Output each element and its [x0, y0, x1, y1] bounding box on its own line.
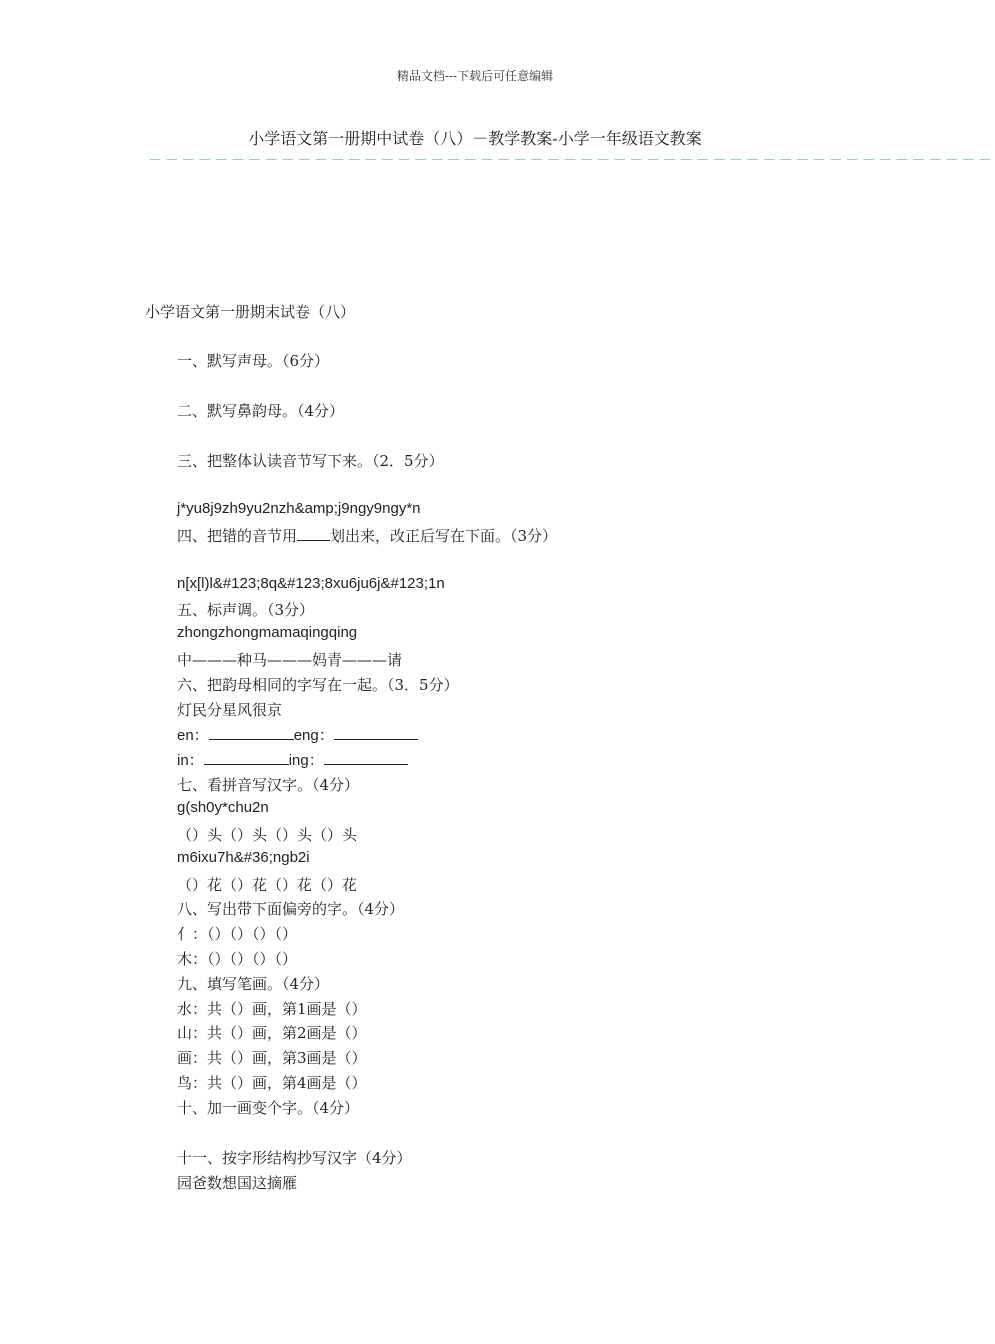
question-4-part-b: 划出来，改正后写在下面。（3分） — [330, 527, 558, 545]
structure-chars: 园爸数想国这摘雁 — [177, 1174, 298, 1192]
question-8: 八、写出带下面偏旁的字。（4分） — [177, 900, 405, 918]
stroke-row-3: 画：共（）画，第3画是（） — [177, 1049, 367, 1067]
question-7: 七、看拼音写汉字。（4分） — [177, 776, 360, 794]
question-4 — [177, 525, 557, 546]
stroke-row-2: 山：共（）画，第2画是（） — [177, 1024, 367, 1042]
rhyme-chars: 灯民分星风很京 — [177, 701, 283, 719]
en-label: en： — [177, 727, 209, 744]
question-10: 十、加一画变个字。（4分） — [177, 1099, 360, 1117]
heads-row: （）头（）头（）头（）头 — [177, 826, 358, 844]
title-divider: －－－－－－－－－－－－－－－－－－－－－－－－－－－－－－－－－－－－－－－－－－－－－－－－－－－ — [148, 153, 995, 169]
eng-label: eng： — [293, 727, 334, 744]
exam-title: 小学语文第一册期末试卷（八） — [145, 303, 356, 321]
question-2: 二、默写鼻韵母。（4分） — [177, 402, 345, 420]
en-blank[interactable] — [209, 738, 294, 740]
question-5: 五、标声调。（3分） — [177, 601, 315, 619]
underline-blank — [297, 539, 330, 541]
question-3: 三、把整体认读音节写下来。（2．5分） — [177, 452, 444, 470]
question-9: 九、填写笔画。（4分） — [177, 975, 330, 993]
question-1: 一、默写声母。（6分） — [177, 352, 330, 370]
question-4-part-a: 四、把错的音节用 — [177, 527, 298, 545]
in-blank[interactable] — [204, 763, 289, 765]
header-note: 精品文档---下载后可任意编辑 — [396, 69, 554, 83]
question-11: 十一、按字形结构抄写汉字（4分） — [177, 1149, 412, 1167]
pinyin-line-2: n[x[l)l&#123;8q&#123;8xu6ju6j&#123;1n — [177, 575, 445, 592]
pinyin-line-5: m6ixu7h&#36;ngb2i — [177, 849, 310, 866]
flowers-row: （）花（）花（）花（）花 — [177, 876, 358, 894]
in-ing-row — [177, 749, 408, 770]
pinyin-line-1: j*yu8j9zh9yu2nzh&amp;j9ngy9ngy*n — [177, 500, 421, 517]
stroke-row-4: 鸟：共（）画，第4画是（） — [177, 1074, 367, 1092]
radical-wood-row: 木：（）（）（）（） — [177, 950, 298, 968]
eng-blank[interactable] — [334, 738, 418, 740]
radical-person-row: 亻：（）（）（）（） — [177, 925, 298, 943]
pinyin-line-4: g(sh0y*chu2n — [177, 799, 269, 816]
in-label: in： — [177, 752, 204, 769]
ing-blank[interactable] — [324, 763, 408, 765]
tone-words: 中———种马———妈青———请 — [177, 651, 403, 669]
document-title: 小学语文第一册期中试卷（八）－教学教案-小学一年级语文教案 — [248, 129, 702, 148]
en-eng-row — [177, 724, 418, 745]
question-6: 六、把韵母相同的字写在一起。（3．5分） — [177, 676, 459, 694]
ing-label: ing： — [288, 752, 324, 769]
pinyin-line-3: zhongzhongmamaqingqing — [177, 624, 358, 641]
stroke-row-1: 水：共（）画，第1画是（） — [177, 1000, 367, 1018]
